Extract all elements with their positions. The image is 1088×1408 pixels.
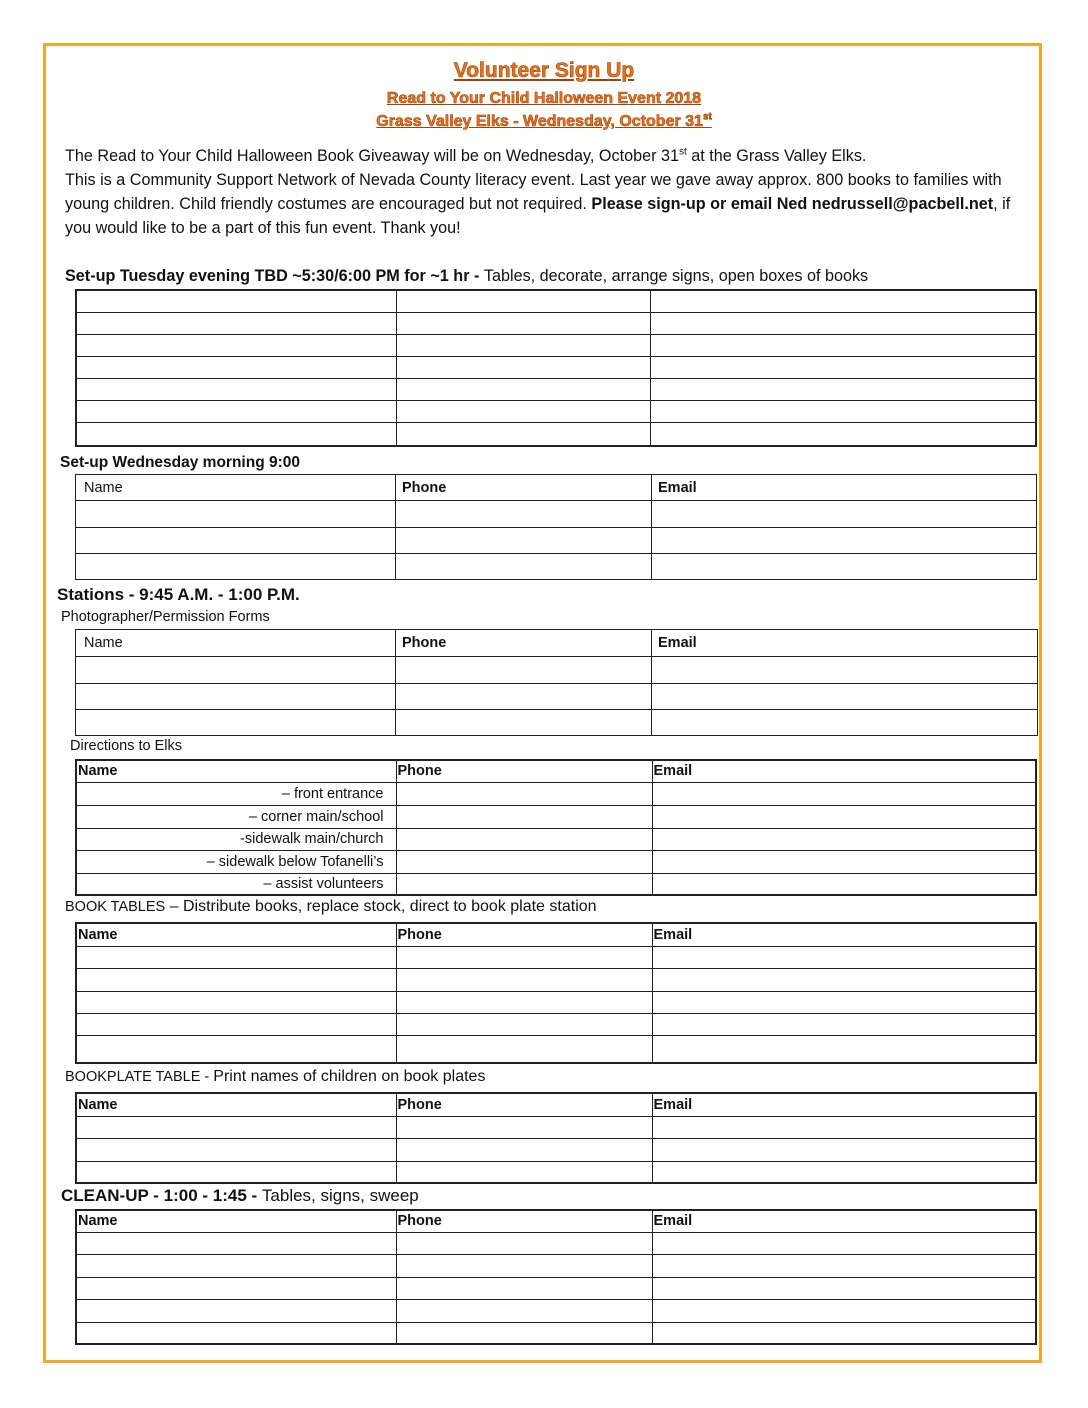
cell[interactable] xyxy=(396,1277,652,1299)
cell[interactable] xyxy=(76,528,396,554)
cleanup-table xyxy=(75,1209,1037,1345)
section-setup-wednesday: Set-up Wednesday morning 9:00 xyxy=(60,454,301,471)
col-name: Name xyxy=(76,475,396,501)
directions-table xyxy=(75,759,1037,896)
section-directions: Directions to Elks xyxy=(70,738,183,754)
cell[interactable] xyxy=(76,334,396,356)
cell[interactable] xyxy=(396,946,652,968)
cell[interactable] xyxy=(396,684,652,710)
bookplate-table xyxy=(75,1092,1037,1184)
event-location: Grass Valley Elks - Wednesday, October 31st xyxy=(376,111,712,130)
post-sidewalk-main-church: -sidewalk main/church xyxy=(76,828,396,850)
cell[interactable] xyxy=(396,528,652,554)
cell[interactable] xyxy=(652,684,1038,710)
cell[interactable] xyxy=(652,805,1036,828)
col-phone: Phone xyxy=(396,1093,652,1116)
cell[interactable] xyxy=(396,1116,652,1138)
page-title: Volunteer Sign Up xyxy=(453,59,635,82)
col-email: Email xyxy=(652,923,1036,946)
cell[interactable] xyxy=(652,1161,1036,1183)
cell[interactable] xyxy=(396,1254,652,1277)
cell[interactable] xyxy=(652,657,1038,684)
cell[interactable] xyxy=(396,1138,652,1161)
post-assist-volunteers: – assist volunteers xyxy=(76,873,396,895)
setup-wednesday-table xyxy=(75,474,1037,580)
section-book-tables: BOOK TABLES – Distribute books, replace stock, direct to book plate station xyxy=(65,898,597,915)
cell[interactable] xyxy=(76,400,396,422)
cell[interactable] xyxy=(76,968,396,991)
event-subtitle: Read to Your Child Halloween Event 2018 xyxy=(386,90,702,107)
cell[interactable] xyxy=(396,290,650,312)
cell[interactable] xyxy=(396,710,652,736)
cell[interactable] xyxy=(76,1116,396,1138)
post-corner-main-school: – corner main/school xyxy=(76,805,396,828)
cell[interactable] xyxy=(396,312,650,334)
cell[interactable] xyxy=(652,528,1037,554)
cell[interactable] xyxy=(76,1138,396,1161)
col-phone: Phone xyxy=(396,760,652,782)
cell[interactable] xyxy=(652,946,1036,968)
cell[interactable] xyxy=(396,400,650,422)
cell[interactable] xyxy=(396,1161,652,1183)
cell[interactable] xyxy=(76,1254,396,1277)
col-email: Email xyxy=(652,760,1036,782)
cell[interactable] xyxy=(76,1232,396,1254)
cell[interactable] xyxy=(76,657,396,684)
cell[interactable] xyxy=(76,1161,396,1183)
cell[interactable] xyxy=(396,1299,652,1322)
intro-text: The Read to Your Child Halloween Book Giveaway will be on Wednesday, October 31st at the Grass Valley Elks. This is a Community Support Network of Nevada County literacy event. Last year we gave away approx. 800 books to families with young children. Child friendly costumes are encouraged but not required. Please sign-up or email Ned nedrussell@pacbell.net, if you would like to be a part of this fun event. Thank you! xyxy=(65,146,1011,237)
cell[interactable] xyxy=(652,1299,1036,1322)
cell[interactable] xyxy=(396,805,652,828)
cell[interactable] xyxy=(652,873,1036,895)
cell[interactable] xyxy=(652,1138,1036,1161)
cell[interactable] xyxy=(76,554,396,580)
cell[interactable] xyxy=(396,657,652,684)
cell[interactable] xyxy=(76,946,396,968)
cell[interactable] xyxy=(652,1322,1036,1344)
cell[interactable] xyxy=(396,968,652,991)
cell[interactable] xyxy=(652,1013,1036,1035)
cell[interactable] xyxy=(650,400,1036,422)
book-tables-table xyxy=(75,922,1037,1064)
section-photographer: Photographer/Permission Forms xyxy=(61,609,270,625)
cell[interactable] xyxy=(650,290,1036,312)
cell[interactable] xyxy=(76,422,396,446)
cell[interactable] xyxy=(76,1035,396,1063)
cell[interactable] xyxy=(396,422,650,446)
cell[interactable] xyxy=(396,782,652,805)
cell[interactable] xyxy=(76,356,396,378)
col-phone: Phone xyxy=(396,1210,652,1232)
section-stations: Stations - 9:45 A.M. - 1:00 P.M. xyxy=(57,585,300,604)
cell[interactable] xyxy=(76,1013,396,1035)
cell[interactable] xyxy=(652,501,1037,528)
section-setup-tuesday: Set-up Tuesday evening TBD ~5:30/6:00 PM for ~1 hr - Tables, decorate, arrange signs, open boxes of books xyxy=(65,267,869,285)
post-sidewalk-below-tofanellis: – sidewalk below Tofanelli’s xyxy=(76,850,396,873)
cell[interactable] xyxy=(652,782,1036,805)
cell[interactable] xyxy=(396,873,652,895)
cell[interactable] xyxy=(396,1322,652,1344)
col-phone: Phone xyxy=(396,630,652,657)
cell[interactable] xyxy=(396,1035,652,1063)
col-name: Name xyxy=(76,760,396,782)
cell[interactable] xyxy=(652,850,1036,873)
col-phone: Phone xyxy=(396,923,652,946)
cell[interactable] xyxy=(76,1299,396,1322)
cell[interactable] xyxy=(76,378,396,400)
post-front-entrance: – front entrance xyxy=(76,782,396,805)
cell[interactable] xyxy=(650,356,1036,378)
cell[interactable] xyxy=(652,710,1038,736)
setup-tuesday-table xyxy=(75,289,1037,447)
col-email: Email xyxy=(652,1093,1036,1116)
cell[interactable] xyxy=(76,1322,396,1344)
cell[interactable] xyxy=(76,991,396,1013)
cell[interactable] xyxy=(652,554,1037,580)
section-bookplate: BOOKPLATE TABLE - Print names of children on book plates xyxy=(65,1068,486,1085)
col-name: Name xyxy=(76,923,396,946)
cell[interactable] xyxy=(76,501,396,528)
cell[interactable] xyxy=(396,1013,652,1035)
photographer-table xyxy=(75,629,1038,736)
cell[interactable] xyxy=(76,710,396,736)
cell[interactable] xyxy=(652,991,1036,1013)
cell[interactable] xyxy=(652,828,1036,850)
cell[interactable] xyxy=(650,334,1036,356)
cell[interactable] xyxy=(396,850,652,873)
cell[interactable] xyxy=(650,422,1036,446)
cell[interactable] xyxy=(652,1116,1036,1138)
cell[interactable] xyxy=(396,991,652,1013)
cell[interactable] xyxy=(650,312,1036,334)
cell[interactable] xyxy=(652,1254,1036,1277)
cell[interactable] xyxy=(396,378,650,400)
cell[interactable] xyxy=(396,334,650,356)
cell[interactable] xyxy=(396,501,652,528)
section-cleanup: CLEAN-UP - 1:00 - 1:45 - Tables, signs, sweep xyxy=(61,1186,419,1205)
cell[interactable] xyxy=(396,828,652,850)
col-name: Name xyxy=(76,1210,396,1232)
cell[interactable] xyxy=(652,1277,1036,1299)
cell[interactable] xyxy=(76,312,396,334)
cell[interactable] xyxy=(652,1232,1036,1254)
cell[interactable] xyxy=(652,1035,1036,1063)
cell[interactable] xyxy=(396,1232,652,1254)
col-email: Email xyxy=(652,630,1038,657)
cell[interactable] xyxy=(396,356,650,378)
cell[interactable] xyxy=(396,554,652,580)
col-email: Email xyxy=(652,1210,1036,1232)
col-phone: Phone xyxy=(396,475,652,501)
col-name: Name xyxy=(76,1093,396,1116)
col-name: Name xyxy=(76,630,396,657)
cell[interactable] xyxy=(76,290,396,312)
cell[interactable] xyxy=(76,684,396,710)
cell[interactable] xyxy=(652,968,1036,991)
cell[interactable] xyxy=(650,378,1036,400)
cell[interactable] xyxy=(76,1277,396,1299)
col-email: Email xyxy=(652,475,1037,501)
